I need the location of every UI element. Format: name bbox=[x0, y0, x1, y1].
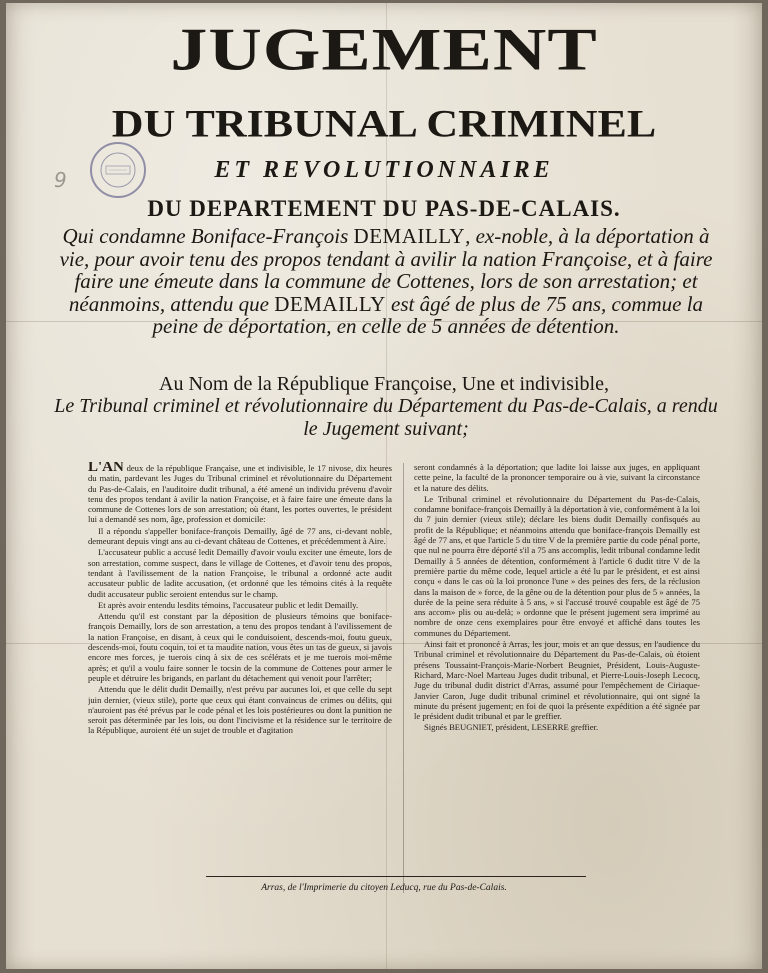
body-paragraph: seront condamnés à la déportation; que ladite loi laisse aux juges, en appliquant cette peine, la faculté de la prononcer temporaire ou à vie, suivant la circonstance et la nature des délits. bbox=[414, 462, 700, 493]
body-paragraph: Attendu qu'il est constant par la déposition de plusieurs témoins que boniface-françois Demailly, lors de son arrestation, a tenu des propos tendant à l'avilissement de la nation Françoise, en disant, à ceux qui le conduisoient, descends-moi, foutu gueux, descends-moi, foutu coquin, toi et ta maudite nation, vous êtes un tas de gueux, si javois encore mes forces, je tuerois cinq à six de ces scélérats et je me tuerois moi-même après; et qu'il a voulu faire sonner le tocsin de la commune de Cottenes pour armer le peuple et détruire les brigands, en parlant du détachement qui venoit pour l'arrêter; bbox=[88, 611, 392, 683]
body-paragraph: Attendu que le délit dudit Demailly, n'est prévu par aucunes loi, et que celle du sept juin dernier, (vieux stile), porte que ceux qui étant convaincus de crimes ou délits, qui n'auroient pas été prévus par le code pénal et les lois postérieures ou dont la punition ne seroit pas déterminée par les lois, ou dont l'incivisme et la résidence sur le territoire de la République, auroient été un sujet de trouble et d'agitation bbox=[88, 684, 392, 736]
body-paragraph: L'accusateur public a accusé ledit Demailly d'avoir voulu exciter une émeute, lors de son arrestation, comme suspect, dans le village de Cottenes, et d'avoir tenu des propos, tendant à l'avilissement de la nation Françoise, le tribunal a ordonné acte audit accusateur public de ladite accusation, (et ordonné que les témoins cités à la requête dudit accusateur public seroient entendus sur le champ. bbox=[88, 547, 392, 599]
body-paragraph: Ainsi fait et prononcé à Arras, les jour, mois et an que dessus, en l'audience du Tribunal criminel et révolutionnaire du Département du Pas-de-Calais, où étoient présens Toussaint-François-Marie-Norbert Beugniet, Président, Louis-Auguste-Richard, Marc-Noel Marteau Juges dudit tribunal, et Pierre-Louis-Joseph Lecocq, Juge du tribunal dudit district d'Arras, assumé pour l'empêchement de Ciriaque-Janvier Caron, Juge dudit tribunal criminel et révolutionnaire, qui ont signé la minute du présent jugement; en foi de quoi la présente expédition a été signée par le président dudit tribunal et par le greffier. bbox=[414, 639, 700, 722]
pencil-mark: 9 bbox=[54, 168, 67, 192]
body-column-right bbox=[414, 462, 700, 830]
column-divider bbox=[403, 463, 404, 893]
dropcap: L'AN bbox=[88, 462, 124, 475]
paragraph-text: deux de la république Françaìse, une et indivisible, le 17 nivose, dix heures du matin, pardevant les Juges du Tribunal criminel et révolutionnaire du Département du Pas-de-Calais, en l'auditoire dudit tribunal, a été amené un individu prévenu d'avoir tenu des propos tendant à avilir la nation Françoise, et à faire faire une émeute dans la commune de Cottenes lors de son arrestation; où étant, les portes ouvertes, le président lui a demandé ses nom, âge, profession et domicile: bbox=[88, 463, 392, 525]
signature-line: Signés BEUGNIET, président, LESERRE greffier. bbox=[424, 722, 599, 733]
sentence-part: , ex-noble, à la déportation à vie, pour avoir tenu des propos tendant à avilir la nation Françoise, et à faire faire une émeute dans la commune de Cottenes, lors de son arrestation; et néanmoins, attendu que bbox=[59, 224, 713, 316]
poster-title: JUGEMENT bbox=[170, 16, 598, 84]
body-paragraph: Et après avoir entendu lesdits témoins, l'accusateur public et ledit Demailly. bbox=[98, 599, 359, 610]
imprint-rule bbox=[206, 876, 586, 877]
body-column-left bbox=[88, 462, 392, 902]
sentence-part: est âgé de plus de 75 ans, commue la peine de déportation, en celle de 5 années de détention. bbox=[152, 291, 704, 338]
library-stamp-icon bbox=[90, 142, 146, 198]
accused-name: DEMAILLY bbox=[274, 291, 386, 316]
accused-name: DEMAILLY bbox=[353, 224, 466, 248]
poster-sheet bbox=[6, 3, 762, 969]
poster-department: DU DEPARTEMENT DU PAS-DE-CALAIS. bbox=[147, 196, 621, 221]
poster-subtitle: DU TRIBUNAL CRIMINEL bbox=[111, 102, 657, 146]
republic-line: Au Nom de la République Françoise, Une et indivisible, bbox=[159, 373, 609, 395]
sentence-summary bbox=[46, 225, 726, 338]
body-paragraph: Le Tribunal criminel et révolutionnaire du Département du Pas-de-Calais, condamne boniface-françois Demailly à la déportation à vie, conformément à la loi du 7 juin dernier (vieux stile); déclare les biens dudit Demailly confisqués au profit de la République; et néanmoins attendu que boniface-françois Demailly est âgé de 77 ans, et que l'article 5 du titre V de la première partie du code pénal porte, que nul ne pourra être déporté s'il a 75 ans accomplis, ledit tribunal condamne ledit Demailly à 5 années de détention, conformément à l'article 6 dudit titre V de la première partie du même code, lequel article a été lu par le président, et est ainsi conçu « dans le cas où la loi prononce l'une » des peines des fers, de la réclusion dans la maison de » force, de la gêne ou de la détention pour plus de 5 » années, la durée de la peine sera réduite à 5 ans, » si l'accusé trouvé coupable est âgé de 75 ans accom» plis ou au-delà; » ordonne que le présent jugement sera imprimé au nombre de onze cens exemplaires pour être envoyé et affiché dans toutes les communes du Département. bbox=[414, 493, 700, 638]
printer-imprint: Arras, de l'Imprimerie du citoyen Leducq, rue du Pas-de-Calais. bbox=[261, 883, 507, 893]
poster-revolutionary-line: ET REVOLUTIONNAIRE bbox=[214, 157, 554, 183]
sentence-part: Qui condamne Boniface-François bbox=[62, 224, 354, 248]
body-paragraph: Il a répondu s'appeller boniface-françois Demailly, âgé de 77 ans, ci-devant noble, demeurant depuis vingt ans au ci-devant château de Cottenes, et précédemment à Aire. bbox=[88, 525, 392, 547]
body-paragraph bbox=[88, 462, 392, 525]
tribunal-line: Le Tribunal criminel et révolutionnaire du Département du Pas-de-Calais, a rendu le Jugement suivant; bbox=[54, 395, 718, 440]
